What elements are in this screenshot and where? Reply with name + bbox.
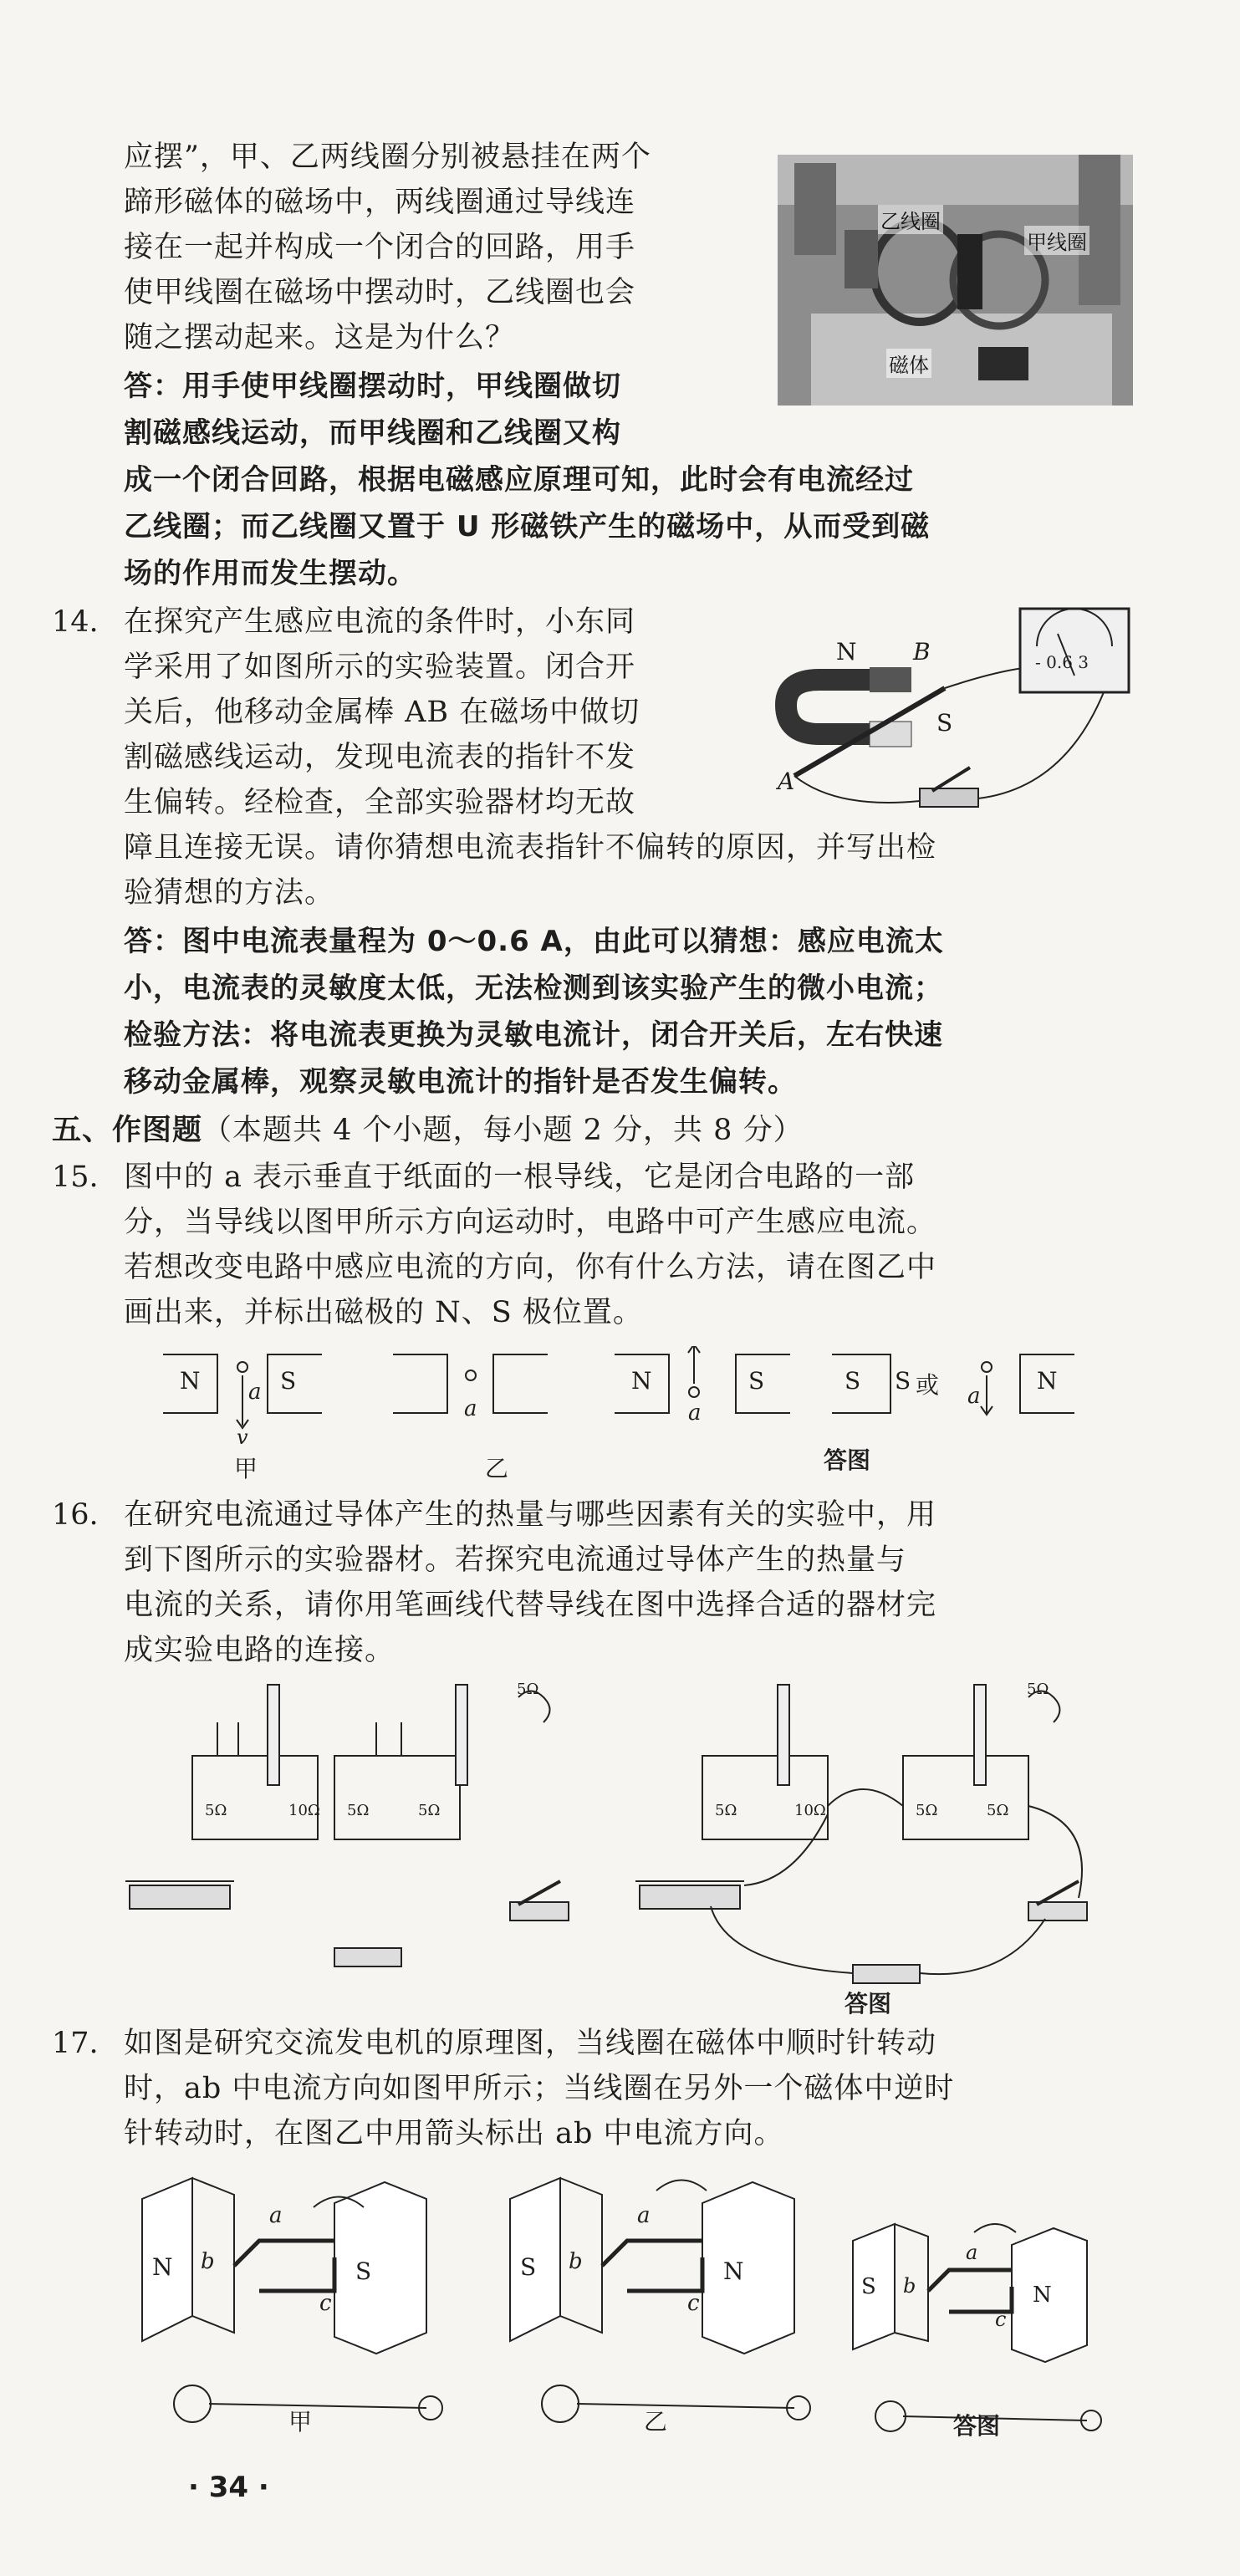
q13-line: 应摆”，甲、乙两线圈分别被悬挂在两个 [124, 140, 651, 174]
coil-label: b [569, 2249, 583, 2274]
wire-label: a [248, 1380, 262, 1405]
q14-answer-line: 检验方法：将电流表更换为灵敏电流计，闭合开关后，左右快速 [124, 1018, 943, 1052]
question-number: 16. [52, 1498, 99, 1532]
rod-end-label: B [913, 638, 931, 666]
resistor-label: 5Ω [418, 1802, 441, 1819]
question-number: 15. [52, 1160, 99, 1194]
resistor-label: 5Ω [517, 1681, 539, 1698]
pole-label: S [936, 709, 953, 737]
figure-caption: 甲 [288, 2408, 313, 2436]
q14-answer-line: 小，电流表的灵敏度太低，无法检测到该实验产生的微小电流； [124, 972, 943, 1005]
q14-line: 在探究产生感应电流的条件时，小东同 [124, 605, 636, 639]
rod-end-label: A [778, 768, 795, 795]
figure-caption [485, 1451, 508, 1484]
photo-label: 磁体 [886, 349, 931, 378]
q16-line: 到下图所示的实验器材。若探究电流通过导体产生的热量与 [124, 1543, 907, 1577]
resistor-label: 10Ω [288, 1802, 320, 1819]
section-title: 五、作图题 [52, 1114, 203, 1147]
coil-label: a [637, 2203, 651, 2228]
q13-line: 随之摆动起来。这是为什么？ [124, 321, 516, 355]
coil-label: a [966, 2241, 978, 2264]
q14-line: 关后，他移动金属棒 AB 在磁场中做切 [124, 696, 640, 729]
pole-label: N [1037, 1367, 1058, 1395]
pole-label: S [895, 1367, 911, 1395]
pole-label: N [836, 638, 857, 666]
pole-label: S [280, 1367, 297, 1395]
pole-label: N [631, 1367, 652, 1395]
coil-label: c [687, 2291, 700, 2316]
q14-answer-line: 答：图中电流表量程为 0～0.6 A，由此可以猜想：感应电流太 [124, 925, 944, 958]
answer-figure-caption: 答图 [824, 1446, 871, 1474]
resistor-label: 5Ω [1027, 1681, 1049, 1698]
photo-label: 甲线圈 [1024, 226, 1089, 255]
q13-answer-line: 答：用手使甲线圈摆动时，甲线圈做切 [124, 370, 621, 403]
q15-line: 画出来，并标出磁极的 N、S 极位置。 [124, 1296, 643, 1329]
coil-label: c [319, 2291, 332, 2316]
q13-answer-line: 成一个闭合回路，根据电磁感应原理可知，此时会有电流经过 [124, 463, 914, 497]
q13-line: 使甲线圈在磁场中摆动时，乙线圈也会 [124, 276, 636, 309]
q13-answer-line: 乙线圈；而乙线圈又置于 U 形磁铁产生的磁场中，从而受到磁 [124, 510, 931, 543]
q15-line: 图中的 a 表示垂直于纸面的一根导线，它是闭合电路的一部 [124, 1160, 916, 1194]
pole-label: S [845, 1367, 861, 1395]
q14-figure [769, 600, 1137, 818]
question-number: 17. [52, 2027, 99, 2060]
q17-line: 如图是研究交流发电机的原理图，当线圈在磁体中顺时针转动 [124, 2027, 937, 2060]
answer-figure-caption: 答图 [845, 1990, 892, 2017]
section-heading [52, 1109, 804, 1152]
wire-label: a [967, 1384, 981, 1409]
resistor-label: 5Ω [205, 1802, 227, 1819]
pole-label: S [861, 2274, 876, 2299]
velocity-label: v [237, 1426, 248, 1449]
resistor-label: 5Ω [916, 1802, 938, 1819]
q13-answer-line: 割磁感线运动，而甲线圈和乙线圈又构 [124, 416, 621, 450]
figure-caption: 乙 [644, 2408, 668, 2436]
q14-line: 学采用了如图所示的实验装置。闭合开 [124, 650, 636, 684]
resistor-label: 5Ω [347, 1802, 370, 1819]
photo-label: 乙线圈 [878, 205, 943, 234]
q16-figure [125, 1681, 1104, 2015]
q14-line: 验猜想的方法。 [124, 876, 335, 910]
pole-label: S [355, 2257, 372, 2285]
q16-line: 成实验电路的连接。 [124, 1634, 395, 1667]
or-label: 或 [916, 1371, 940, 1399]
coil-label: c [995, 2308, 1007, 2331]
caption-text: 甲 [234, 1455, 258, 1482]
pole-label: S [520, 2253, 537, 2281]
coil-label: a [269, 2203, 283, 2228]
q16-line: 电流的关系，请你用笔画线代替导线在图中选择合适的器材完 [124, 1589, 937, 1622]
pole-label: S [748, 1367, 765, 1395]
pole-label: N [723, 2257, 744, 2285]
q14-answer-line: 移动金属棒，观察灵敏电流计的指针是否发生偏转。 [124, 1065, 797, 1099]
q15-line: 分，当导线以图甲所示方向运动时，电路中可产生感应电流。 [124, 1206, 937, 1239]
q14-line: 生偏转。经检查，全部实验器材均无故 [124, 786, 636, 819]
page-number: · 34 · [188, 2471, 269, 2504]
wire-label: a [688, 1400, 702, 1426]
pole-label: N [180, 1367, 201, 1395]
q17-figure [125, 2165, 1129, 2441]
q13-line: 接在一起并构成一个闭合的回路，用手 [124, 231, 636, 264]
wire-label: a [464, 1396, 477, 1421]
answer-figure-caption: 答图 [953, 2412, 1001, 2440]
q14-line: 障且连接无误。请你猜想电流表指针不偏转的原因，并写出检 [124, 831, 937, 865]
q15-line: 若想改变电路中感应电流的方向，你有什么方法，请在图乙中 [124, 1251, 937, 1284]
figure-caption [234, 1451, 258, 1484]
q14-line: 割磁感线运动，发现电流表的指针不发 [124, 741, 636, 774]
coil-label: b [201, 2249, 215, 2274]
q16-line: 在研究电流通过导体产生的热量与哪些因素有关的实验中，用 [124, 1498, 937, 1532]
q17-line: 针转动时，在图乙中用箭头标出 ab 中电流方向。 [124, 2117, 784, 2150]
q13-answer-line: 场的作用而发生摆动。 [124, 557, 416, 590]
q13-line: 蹄形磁体的磁场中，两线圈通过导线连 [124, 186, 636, 219]
meter-scale: - 0.6 3 [1035, 652, 1089, 672]
q15-figure [155, 1346, 1083, 1480]
resistor-label: 5Ω [987, 1802, 1009, 1819]
question-number: 14. [52, 605, 99, 639]
coil-label: b [903, 2274, 916, 2298]
q17-line: 时，ab 中电流方向如图甲所示；当线圈在另外一个磁体中逆时 [124, 2072, 955, 2105]
section-note: （本题共 4 个小题，每小题 2 分，共 8 分） [202, 1114, 804, 1147]
caption-text: 乙 [485, 1455, 509, 1482]
q13-photo [778, 155, 1133, 406]
resistor-label: 5Ω [715, 1802, 737, 1819]
resistor-label: 10Ω [794, 1802, 826, 1819]
pole-label: N [152, 2253, 173, 2281]
pole-label: N [1033, 2283, 1052, 2308]
